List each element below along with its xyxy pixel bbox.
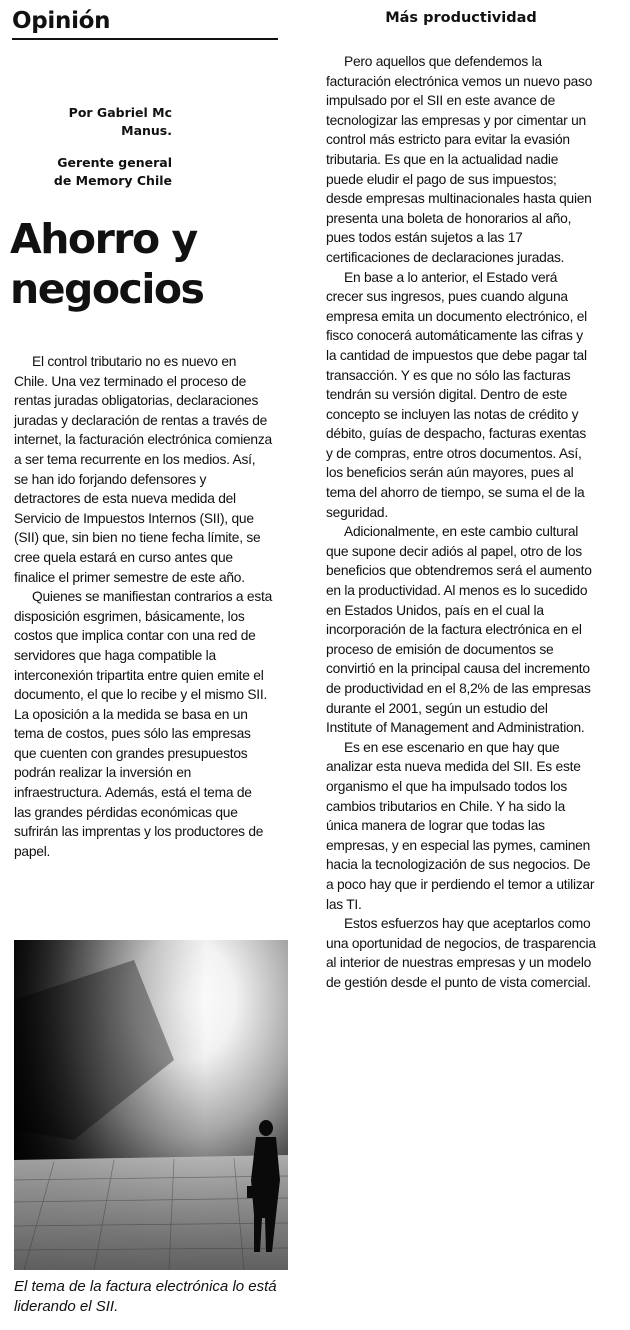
byline-author: Por Gabriel Mc Manus.: [68, 105, 172, 138]
right-column: [326, 52, 596, 993]
left-column: [14, 352, 272, 861]
article-photo: [14, 940, 288, 1270]
right-paragraph-1: Pero aquellos que defendemos la facturación electrónica vemos un nuevo paso impulsado por el SII en este avance de tecnologizar las empresas y por cimentar un control más estricto para evitar la evasión tributaria. Es que en la actualidad nadie puede eludir el pago de sus impuestos; desde empresas multinacionales hasta quien presenta una boleta de honorarios al año, pues todos están sujetos a las 17 certificaciones de declaraciones juradas.: [326, 54, 593, 265]
byline: [40, 104, 172, 204]
left-paragraph-1: El control tributario no es nuevo en Chile. Una vez terminado el proceso de rentas juradas obligatorias, declaraciones juradas y declaración de rentas a través de internet, la facturación electrónica comienza a ser tema recurrente en los medios. Así, se han ido forjando defensores y detractores de esta nueva medida del Servicio de Impuestos Internos (SII), que (SII) que, sin bien no tiene fecha límite, se cree quela estará en curso antes que finalice el primer semestre de este año.: [14, 354, 272, 585]
photo-caption: El tema de la factura electrónica lo está liderando el SII.: [14, 1278, 277, 1315]
right-paragraph-3: Adicionalmente, en este cambio cultural que supone decir adiós al papel, otro de los beneficios que obtendremos será el aumento en la productividad. Al menos es lo sucedido en Estados Unidos, país en el cual la incorporación de la factura electrónica en el proceso de emisión de documentos se convirtió en la principal causa del incremento de productividad en el 8,2% de las empresas durante el 2001, según un estudio del Institute of Management and Administration.: [326, 524, 592, 736]
right-paragraph-5: Estos esfuerzos hay que aceptarlos como una oportunidad de negocios, de trasparencia al interior de nuestras empresas y un modelo de gestión desde el punto de vista comercial.: [326, 916, 596, 990]
byline-role: Gerente general de Memory Chile: [53, 155, 172, 188]
left-paragraph-2: Quienes se manifiestan contrarios a esta disposición esgrimen, básicamente, los costos que implica contar con una red de servidores que haga compatible la interconexión tripartita entre quien emite el documento, el que lo recibe y el mismo SII. La oposición a la medida se basa en un tema de costos, pues sólo las empresas que cuenten con grandes presupuestos podrán realizar la inversión en infraestructura. Además, está el tema de las grandes pérdidas económicas que sufrirán las imprentas y los productores de papel.: [14, 589, 273, 859]
subhead: Más productividad: [385, 10, 537, 26]
headline: Ahorro y negocios: [10, 215, 204, 313]
right-paragraph-2: En base a lo anterior, el Estado verá crecer sus ingresos, pues cuando alguna empresa emita un documento electrónico, el fisco conocerá automáticamente las cifras y la cantidad de impuestos que debe pagar tal transacción. Y es que no sólo las facturas tendrán su versión digital. Dentro de este concepto se incluyen las notas de crédito y débito, guías de despacho, facturas exentas y de compras, entre otros documentos. Así, los beneficios serán aún mayores, pues al tema del ahorro de tiempo, se suma el de la seguridad.: [326, 269, 587, 520]
right-paragraph-4: Es en ese escenario en que hay que analizar esta nueva medida del SII. Es este organismo el que ha impulsado todos los cambios tributarios en Chile. Y ha sido la única manera de lograr que todas las empresas, y en especial las pymes, caminen hacia la tecnologización de sus negocios. De a poco hay que ir perdiendo el temor a utilizar las TI.: [326, 739, 595, 912]
section-header: Opinión: [12, 6, 278, 40]
